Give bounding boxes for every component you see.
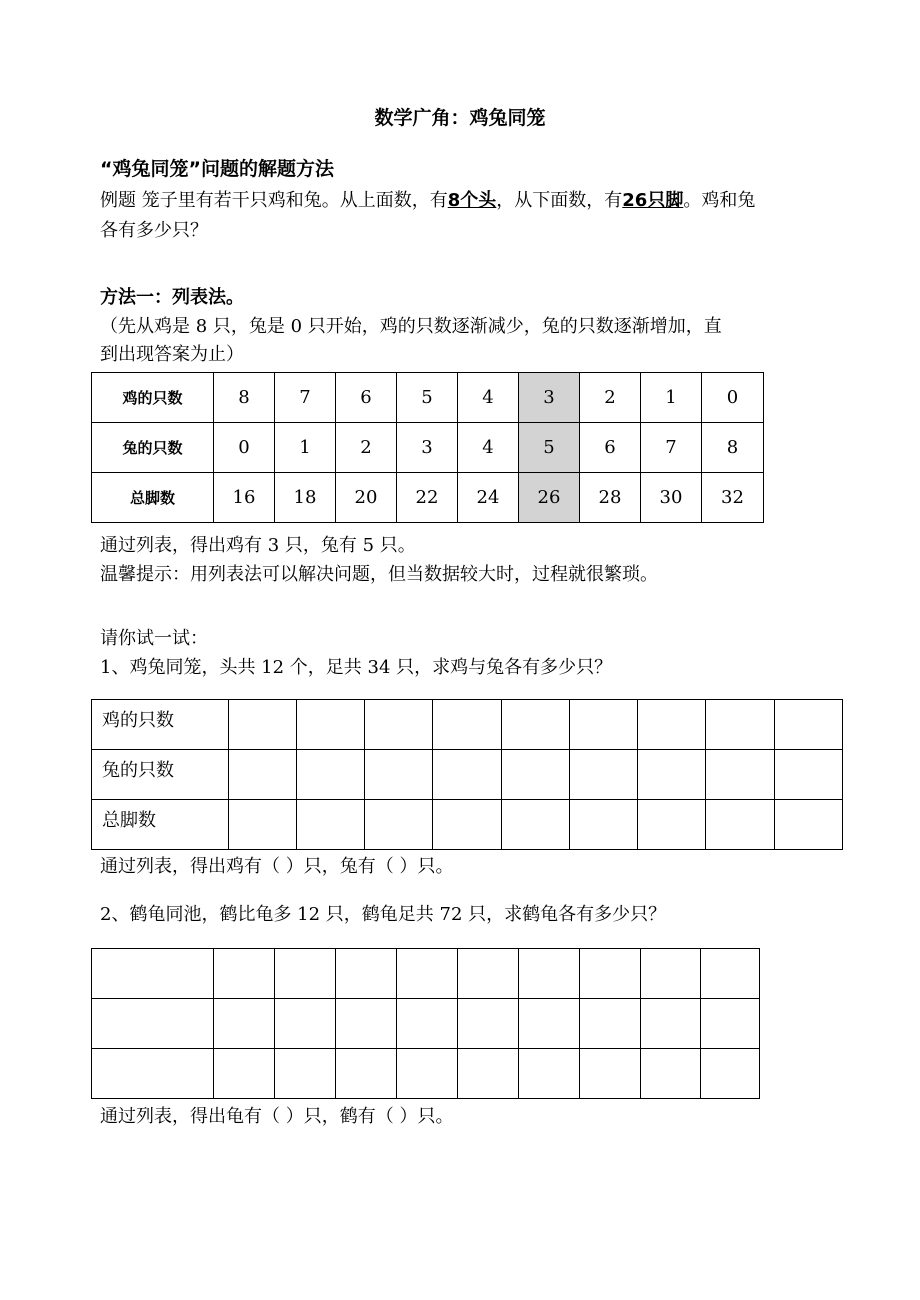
table-cell: 0 xyxy=(214,423,275,473)
blank-cell[interactable] xyxy=(433,750,501,800)
table-cell: 6 xyxy=(580,423,641,473)
blank-cell[interactable] xyxy=(774,800,842,850)
blank-cell[interactable] xyxy=(397,949,458,999)
table-cell: 8 xyxy=(214,373,275,423)
table-cell: 6 xyxy=(336,373,397,423)
question-1: 1、鸡兔同笼，头共 12 个，足共 34 只，求鸡与兔各有多少只？ xyxy=(100,657,613,678)
table-cell: 1 xyxy=(275,423,336,473)
example-mid: ，从下面数，有 xyxy=(496,190,623,211)
blank-cell[interactable] xyxy=(296,700,364,750)
blank-cell[interactable] xyxy=(433,700,501,750)
blank-cell[interactable] xyxy=(397,1049,458,1099)
blank-cell[interactable] xyxy=(519,999,580,1049)
blank-cell[interactable] xyxy=(365,800,433,850)
blank-cell[interactable] xyxy=(706,700,774,750)
blank-cell[interactable] xyxy=(214,949,275,999)
row-label: 兔的只数 xyxy=(92,750,229,800)
row-label: 鸡的只数 xyxy=(92,700,229,750)
row-label: 总脚数 xyxy=(92,473,214,523)
table-cell-highlight: 5 xyxy=(519,423,580,473)
blank-cell[interactable] xyxy=(519,949,580,999)
table-cell: 7 xyxy=(641,423,702,473)
table-cell: 20 xyxy=(336,473,397,523)
example-prefix: 例题 笼子里有若干只鸡和兔。从上面数，有 xyxy=(100,190,448,211)
table-cell: 32 xyxy=(702,473,764,523)
example-feet: 26只脚 xyxy=(622,190,684,211)
blank-cell[interactable] xyxy=(501,800,569,850)
section-subtitle: “鸡兔同笼”问题的解题方法 xyxy=(100,158,334,180)
table-row xyxy=(92,700,843,750)
table-cell: 8 xyxy=(702,423,764,473)
row-label: 鸡的只数 xyxy=(92,373,214,423)
method-note-line1: （先从鸡是 8 只，兔是 0 只开始，鸡的只数逐渐减少，兔的只数逐渐增加，直 xyxy=(100,316,722,337)
blank-cell[interactable] xyxy=(228,700,296,750)
blank-cell[interactable] xyxy=(501,700,569,750)
table-cell: 16 xyxy=(214,473,275,523)
blank-cell[interactable] xyxy=(275,999,336,1049)
table-cell: 7 xyxy=(275,373,336,423)
blank-cell[interactable] xyxy=(228,800,296,850)
blank-cell[interactable] xyxy=(458,999,519,1049)
table-cell: 3 xyxy=(397,423,458,473)
row-label: 总脚数 xyxy=(92,800,229,850)
blank-cell[interactable] xyxy=(638,750,706,800)
table-row-feet xyxy=(92,473,764,523)
blank-cell[interactable] xyxy=(92,949,214,999)
blank-cell[interactable] xyxy=(296,800,364,850)
practice-table-2 xyxy=(91,948,760,1099)
blank-cell[interactable] xyxy=(706,750,774,800)
blank-cell[interactable] xyxy=(638,700,706,750)
blank-cell[interactable] xyxy=(365,750,433,800)
blank-cell[interactable] xyxy=(501,750,569,800)
table-row xyxy=(92,750,843,800)
blank-cell[interactable] xyxy=(569,750,637,800)
blank-cell[interactable] xyxy=(92,1049,214,1099)
table-cell: 5 xyxy=(397,373,458,423)
practice-table-1 xyxy=(91,699,843,850)
example-line2: 各有多少只？ xyxy=(100,220,208,241)
blank-cell[interactable] xyxy=(580,999,641,1049)
example-table xyxy=(91,372,764,523)
blank-cell[interactable] xyxy=(641,999,701,1049)
blank-cell[interactable] xyxy=(569,700,637,750)
example-heads: 8个头 xyxy=(447,190,497,211)
example-line1 xyxy=(100,188,755,214)
blank-cell[interactable] xyxy=(214,999,275,1049)
blank-cell[interactable] xyxy=(336,1049,397,1099)
blank-cell[interactable] xyxy=(433,800,501,850)
blank-cell[interactable] xyxy=(706,800,774,850)
example-suffix: 。鸡和兔 xyxy=(683,190,756,211)
table-row xyxy=(92,1049,760,1099)
row-label: 兔的只数 xyxy=(92,423,214,473)
table-cell: 30 xyxy=(641,473,702,523)
table-cell: 22 xyxy=(397,473,458,523)
blank-cell[interactable] xyxy=(336,949,397,999)
table-row-chickens xyxy=(92,373,764,423)
blank-cell[interactable] xyxy=(641,1049,701,1099)
page-title: 数学广角：鸡兔同笼 xyxy=(374,107,546,129)
table-cell-highlight: 26 xyxy=(519,473,580,523)
table-cell: 2 xyxy=(336,423,397,473)
result-text: 通过列表，得出鸡有 3 只，兔有 5 只。 xyxy=(100,535,416,556)
table-row-rabbits xyxy=(92,423,764,473)
tip-text: 温馨提示：用列表法可以解决问题，但当数据较大时，过程就很繁琐。 xyxy=(100,564,658,585)
table-cell: 2 xyxy=(580,373,641,423)
question-2: 2、鹤龟同池，鹤比龟多 12 只，鹤龟足共 72 只，求鹤龟各有多少只？ xyxy=(100,904,667,925)
method-heading: 方法一：列表法。 xyxy=(100,287,244,308)
table-row xyxy=(92,949,760,999)
blank-cell[interactable] xyxy=(569,800,637,850)
table-cell: 4 xyxy=(458,373,519,423)
table-cell: 1 xyxy=(641,373,702,423)
table-row xyxy=(92,999,760,1049)
table-cell: 18 xyxy=(275,473,336,523)
blank-cell[interactable] xyxy=(214,1049,275,1099)
table-row xyxy=(92,800,843,850)
blank-cell[interactable] xyxy=(92,999,214,1049)
try-heading: 请你试一试： xyxy=(100,628,208,649)
table-cell: 24 xyxy=(458,473,519,523)
blank-cell[interactable] xyxy=(701,949,760,999)
blank-cell[interactable] xyxy=(275,949,336,999)
blank-cell[interactable] xyxy=(519,1049,580,1099)
blank-cell[interactable] xyxy=(580,1049,641,1099)
blank-cell[interactable] xyxy=(701,999,760,1049)
blank-cell[interactable] xyxy=(458,1049,519,1099)
blank-cell[interactable] xyxy=(228,750,296,800)
blank-cell[interactable] xyxy=(397,999,458,1049)
blank-cell[interactable] xyxy=(701,1049,760,1099)
answer-1: 通过列表，得出鸡有（ ）只，兔有（ ）只。 xyxy=(100,856,454,877)
blank-cell[interactable] xyxy=(336,999,397,1049)
blank-cell[interactable] xyxy=(774,750,842,800)
blank-cell[interactable] xyxy=(275,1049,336,1099)
blank-cell[interactable] xyxy=(365,700,433,750)
table-cell-highlight: 3 xyxy=(519,373,580,423)
answer-2: 通过列表，得出龟有（ ）只，鹤有（ ）只。 xyxy=(100,1106,454,1127)
table-cell: 4 xyxy=(458,423,519,473)
blank-cell[interactable] xyxy=(580,949,641,999)
method-note-line2: 到出现答案为止） xyxy=(100,344,244,365)
blank-cell[interactable] xyxy=(458,949,519,999)
blank-cell[interactable] xyxy=(774,700,842,750)
table-cell: 28 xyxy=(580,473,641,523)
table-cell: 0 xyxy=(702,373,764,423)
blank-cell[interactable] xyxy=(296,750,364,800)
blank-cell[interactable] xyxy=(638,800,706,850)
blank-cell[interactable] xyxy=(641,949,701,999)
